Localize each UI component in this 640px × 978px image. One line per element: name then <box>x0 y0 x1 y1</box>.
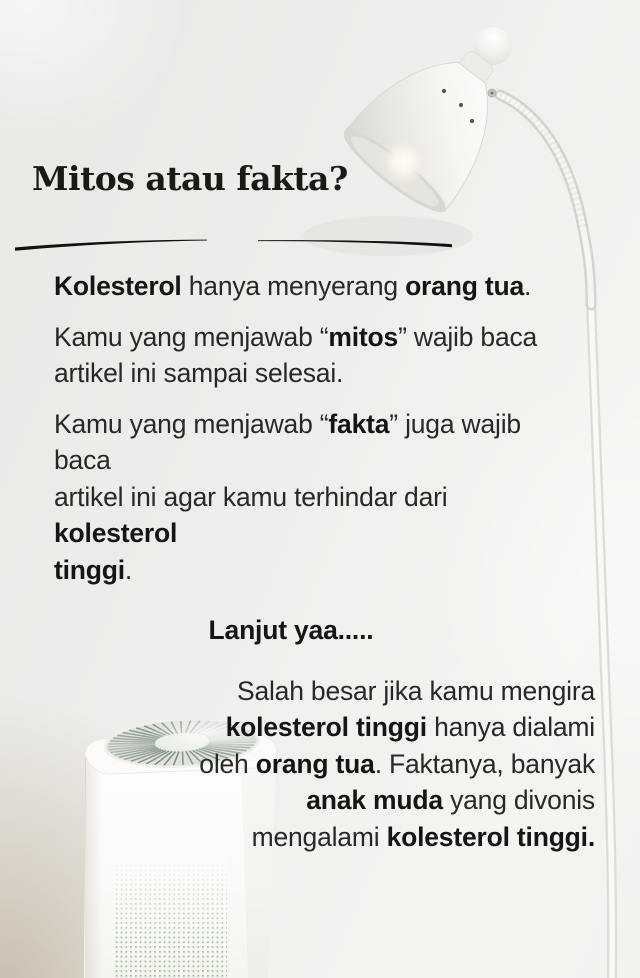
text-segment: orang tua <box>255 748 375 779</box>
text-segment: Salah besar jika kamu mengira <box>236 675 595 706</box>
text-segment: . <box>124 554 133 585</box>
purifier-dot-grille <box>114 858 227 978</box>
paragraph <box>54 673 595 856</box>
text-segment: orang tua <box>405 271 524 301</box>
text-line <box>54 355 559 392</box>
text-segment: kolesterol tinggi. <box>386 821 595 852</box>
text-line <box>54 673 595 710</box>
article-text <box>54 268 595 855</box>
text-segment: Kamu yang menjawab “ <box>54 408 329 439</box>
text-segment: tinggi <box>54 554 125 585</box>
text-segment: kolesterol tinggi <box>225 712 427 742</box>
lamp-joint-screw <box>488 89 496 97</box>
text-line <box>54 479 559 552</box>
text-segment: mitos <box>328 321 399 352</box>
text-segment: Kamu yang menjawab “ <box>54 321 329 352</box>
text-segment: mengalami <box>251 821 387 852</box>
text-line <box>54 612 528 649</box>
text-segment: ” wajib baca <box>398 321 538 352</box>
text-segment: . Faktanya, banyak <box>374 748 595 779</box>
text-segment: ” juga wajib baca <box>54 408 529 475</box>
text-segment: yang divonis <box>442 785 595 815</box>
text-segment: kolesterol <box>54 518 178 548</box>
text-segment: Kolesterol <box>54 271 182 301</box>
paragraph <box>54 319 559 392</box>
text-segment: fakta <box>328 408 390 439</box>
text-line <box>54 782 595 819</box>
text-line <box>54 268 559 305</box>
text-line <box>54 552 559 589</box>
brush-stroke-right <box>258 240 452 247</box>
text-segment: oleh <box>199 748 256 779</box>
paragraph <box>54 612 528 649</box>
text-segment: anak muda <box>306 785 443 815</box>
paragraph <box>54 268 559 305</box>
text-line <box>54 406 559 479</box>
text-line <box>54 319 559 356</box>
text-segment: hanya dialami <box>426 712 595 742</box>
text-segment: hanya menyerang <box>181 271 406 301</box>
text-segment: artikel ini sampai selesai. <box>54 358 344 388</box>
paragraph <box>54 406 559 589</box>
text-line <box>54 819 595 856</box>
text-line <box>54 746 595 783</box>
page-title: Mitos atau fakta? <box>32 159 348 198</box>
brush-divider <box>0 230 640 260</box>
text-line <box>54 709 595 746</box>
text-segment: . <box>524 271 532 301</box>
text-segment: Lanjut yaa..... <box>208 615 374 645</box>
text-segment: artikel ini agar kamu terhindar dari <box>54 481 455 512</box>
brush-stroke-left <box>15 240 207 251</box>
